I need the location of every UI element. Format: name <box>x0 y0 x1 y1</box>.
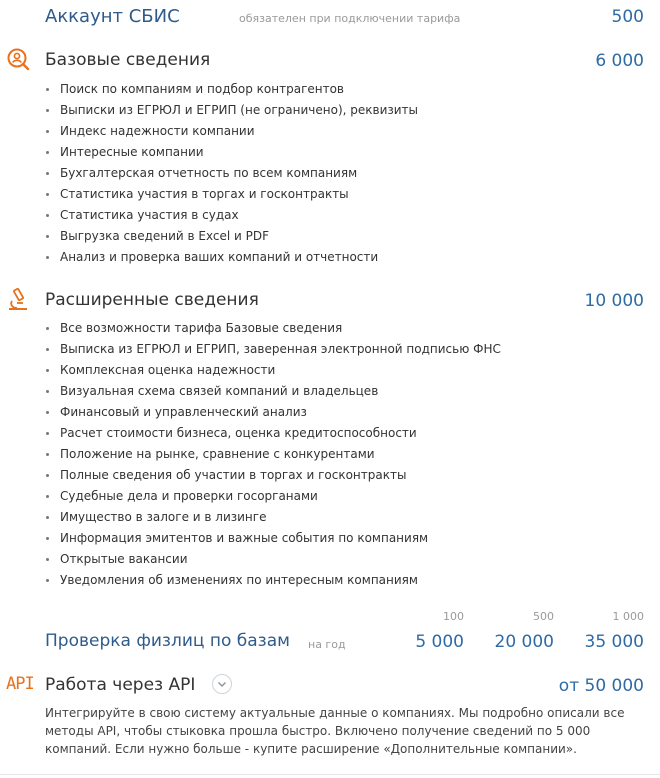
basic-price: 6 000 <box>595 51 644 71</box>
list-item: Уведомления об изменениях по интересным компаниям <box>45 570 501 591</box>
list-item: Интересные компании <box>45 142 418 163</box>
account-title: Аккаунт СБИС <box>45 6 180 27</box>
person-search-icon <box>6 47 30 71</box>
list-item: Выписки из ЕГРЮЛ и ЕГРИП (не ограничено), реквизиты <box>45 100 418 121</box>
list-item: Статистика участия в торгах и госконтракты <box>45 184 418 205</box>
list-item: Расчет стоимости бизнеса, оценка кредитоспособности <box>45 423 501 444</box>
api-icon: API <box>6 674 34 694</box>
api-title: Работа через API <box>45 675 196 695</box>
list-item: Комплексная оценка надежности <box>45 360 501 381</box>
list-item: Полные сведения об участии в торгах и госконтракты <box>45 465 501 486</box>
list-item: Положение на рынке, сравнение с конкурентами <box>45 444 501 465</box>
list-item: Статистика участия в судах <box>45 205 418 226</box>
persons-price: 5 000 <box>415 632 464 652</box>
list-item: Все возможности тарифа Базовые сведения <box>45 318 501 339</box>
list-item: Выгрузка сведений в Excel и PDF <box>45 226 418 247</box>
extended-title: Расширенные сведения <box>45 290 259 310</box>
list-item: Финансовый и управленческий анализ <box>45 402 501 423</box>
list-item: Имущество в залоге и в лизинге <box>45 507 501 528</box>
list-item: Судебные дела и проверки госорганами <box>45 486 501 507</box>
list-item: Поиск по компаниям и подбор контрагентов <box>45 79 418 100</box>
list-item: Бухгалтерская отчетность по всем компаниям <box>45 163 418 184</box>
extended-features-list <box>45 318 501 591</box>
persons-note: на год <box>308 638 346 651</box>
extended-price: 10 000 <box>584 291 644 311</box>
divider <box>0 774 660 775</box>
list-item: Открытые вакансии <box>45 549 501 570</box>
account-price: 500 <box>611 7 644 27</box>
persons-title: Проверка физлиц по базам <box>45 631 290 651</box>
list-item: Визуальная схема связей компаний и владельцев <box>45 381 501 402</box>
account-note: обязателен при подключении тарифа <box>239 12 461 25</box>
basic-features-list <box>45 79 418 268</box>
microscope-icon <box>6 287 30 311</box>
list-item: Информация эмитентов и важные события по компаниям <box>45 528 501 549</box>
volume-label: 100 <box>443 610 464 623</box>
api-description: Интегрируйте в свою систему актуальные данные о компаниях. Мы подробно описали все методы API, чтобы стыковка прошла быстро. Включено получение сведений по 5 000 компаний. Если нужно больше - купите расширение «Дополнительные компании». <box>45 706 625 756</box>
persons-price: 35 000 <box>584 632 644 652</box>
list-item: Индекс надежности компании <box>45 121 418 142</box>
list-item: Анализ и проверка ваших компаний и отчетности <box>45 247 418 268</box>
persons-price: 20 000 <box>494 632 554 652</box>
volume-label: 500 <box>533 610 554 623</box>
chevron-down-icon[interactable] <box>212 674 232 694</box>
volume-label: 1 000 <box>612 610 644 623</box>
basic-title: Базовые сведения <box>45 50 211 70</box>
api-price: от 50 000 <box>558 676 644 696</box>
list-item: Выписка из ЕГРЮЛ и ЕГРИП, заверенная электронной подписью ФНС <box>45 339 501 360</box>
